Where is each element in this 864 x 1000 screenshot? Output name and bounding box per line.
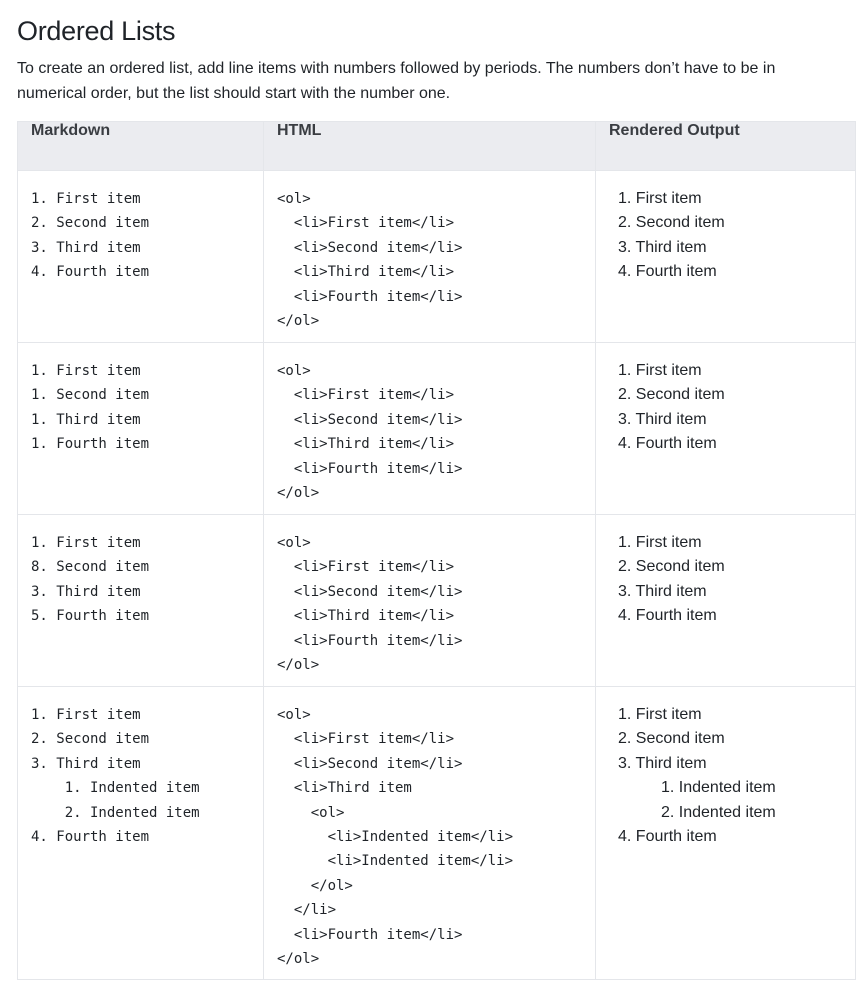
code-line: 1. First item [31,707,141,723]
code-line: 1. First item [31,191,141,207]
code-line: </li> [277,902,337,919]
code-line: 2. Second item [31,731,150,748]
list-item: 2. Second item [618,558,725,576]
code-line: <li>Third item [277,780,412,797]
list-item: 1. First item [618,362,702,379]
code-line: <li>Third item</li> [277,608,455,625]
code-line: <ol> [277,804,345,821]
code-line: 3. Third item [31,755,141,772]
list-item: 4. Fourth item [618,435,717,453]
code-line: <li>Indented item</li> [277,829,514,846]
page [0,0,864,106]
code-line: <li>First item</li> [277,559,455,576]
code-line: <li>First item</li> [277,387,455,404]
code-line: 3. Third item [31,583,141,600]
code-line: <li>Fourth item</li> [277,288,463,305]
list-item: 1. First item [618,190,702,207]
html-cell [264,171,596,343]
code-line: 8. Second item [31,559,150,576]
code-line: <ol> [277,535,311,551]
list-item: 3. Third item [618,582,707,600]
list-item: 2. Second item [618,214,725,232]
page-title: Ordered Lists [17,16,176,46]
list-item: 4. Fourth item [618,263,717,281]
ordered-lists-table [17,121,856,980]
code-line: <li>Third item</li> [277,264,455,281]
markdown-cell [18,515,264,687]
code-line: <ol> [277,363,311,379]
list-item: 2. Second item [618,386,725,404]
code-line: <li>Third item</li> [277,436,455,453]
code-line: 1. First item [31,363,141,379]
nested-list-item: 2. Indented item [661,803,776,821]
markdown-cell [18,171,264,343]
code-line: <li>Indented item</li> [277,853,514,870]
code-line: 1. Fourth item [31,436,150,453]
code-line: <li>Fourth item</li> [277,926,463,943]
list-item: 3. Third item [618,238,707,256]
html-cell [264,343,596,515]
nested-list-item: 1. Indented item [661,779,776,797]
list-item: 2. Second item [618,730,725,748]
code-line: </ol> [277,485,320,502]
code-line: 1. First item [31,535,141,551]
list-item: 3. Third item [618,754,707,772]
list-item: 4. Fourth item [618,607,717,625]
code-line: <ol> [277,191,311,207]
code-line: <li>Second item</li> [277,755,463,772]
table-row [18,515,856,687]
code-line: </ol> [277,657,320,674]
list-item: 4. Fourth item [618,828,717,846]
code-line: <li>Second item</li> [277,583,463,600]
code-line: <li>Fourth item</li> [277,632,463,649]
code-line: 2. Indented item [31,804,200,821]
code-line: <li>Second item</li> [277,239,463,256]
list-item: 1. First item [618,534,702,551]
table-row [18,171,856,343]
header-html: HTML [264,122,596,171]
code-line: 2. Second item [31,215,150,232]
list-item: 3. Third item [618,410,707,428]
code-line: <li>Fourth item</li> [277,460,463,477]
code-line: </ol> [277,951,320,968]
table-row [18,343,856,515]
code-line: 1. Second item [31,387,150,404]
table-header-row [18,122,856,171]
code-line: <li>First item</li> [277,215,455,232]
code-line: </ol> [277,877,353,894]
code-line: 4. Fourth item [31,264,150,281]
markdown-cell [18,343,264,515]
rendered-cell [596,343,856,515]
html-cell [264,687,596,980]
code-line: 1. Third item [31,411,141,428]
html-cell [264,515,596,687]
header-markdown: Markdown [18,122,264,171]
code-line: 1. Indented item [31,780,200,797]
code-line: <li>First item</li> [277,731,455,748]
code-line: <ol> [277,707,311,723]
code-line: <li>Second item</li> [277,411,463,428]
code-line: 4. Fourth item [31,829,150,846]
rendered-cell [596,687,856,980]
markdown-cell [18,687,264,980]
rendered-cell [596,515,856,687]
code-line: 3. Third item [31,239,141,256]
list-item: 1. First item [618,706,702,723]
rendered-cell [596,171,856,343]
intro-paragraph: To create an ordered list, add line items with numbers followed by periods. The numbers don’t have to be in numerical order, but the list should start with the number one. [17,60,776,102]
table-row [18,687,856,980]
code-line: </ol> [277,313,320,330]
header-rendered-output: Rendered Output [596,122,856,171]
code-line: 5. Fourth item [31,608,150,625]
